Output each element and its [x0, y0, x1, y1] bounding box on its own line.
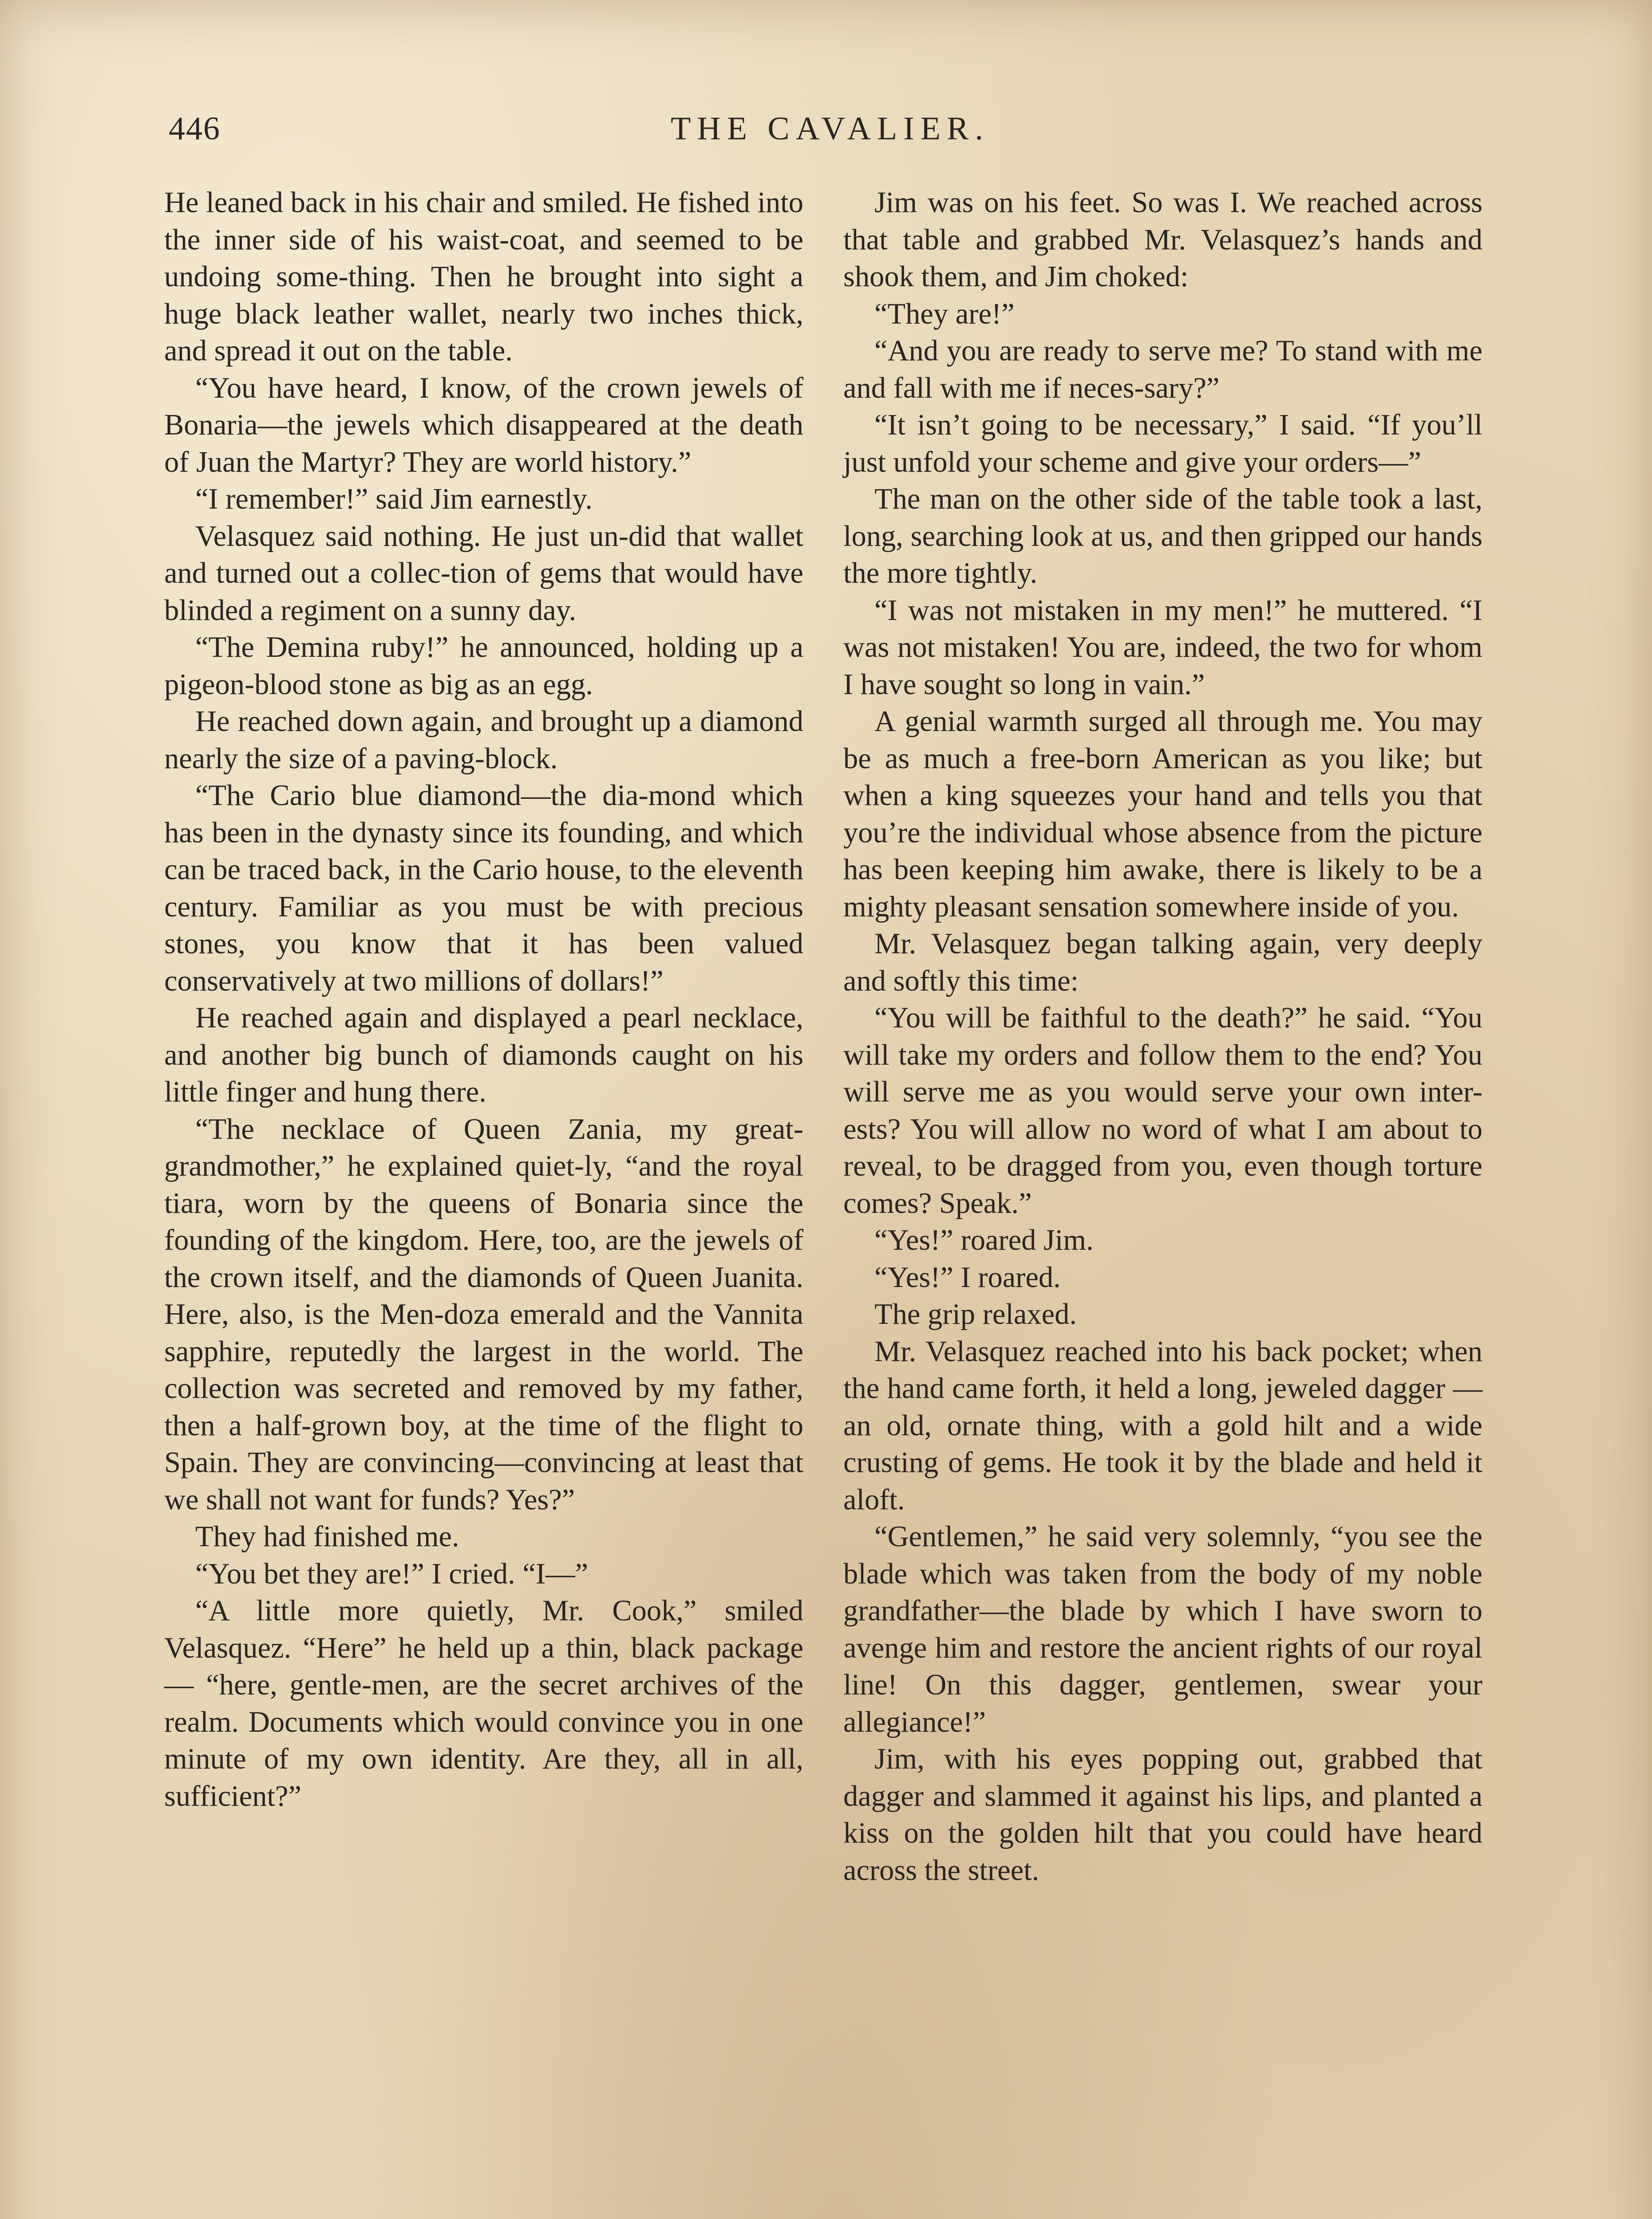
paragraph: “You have heard, I know, of the crown jewels of Bonaria—the jewels which disappeared at the death of Juan the Martyr? They are world history.”: [164, 371, 803, 478]
paragraph: “They are!”: [874, 297, 1015, 330]
paragraph: “I was not mistaken in my men!” he muttered. “I was not mistaken! You are, indeed, the two for whom I have sought so long in vain.”: [843, 594, 1482, 701]
paragraph: They had finished me.: [195, 1520, 459, 1553]
paragraph: “You will be faithful to the death?” he said. “You will take my orders and follow them to the end? You will serve me as you would serve your own inter-ests? You will allow no word of what I am about to reveal, to be dragged from you, even though torture comes? Speak.”: [843, 1002, 1482, 1220]
paragraph: Jim was on his feet. So was I. We reached across that table and grabbed Mr. Velasquez’s hands and shook them, and Jim choked:: [843, 186, 1482, 293]
paragraph: He reached again and displayed a pearl necklace, and another big bunch of diamonds caught on his little finger and hung there.: [164, 1002, 803, 1108]
paragraph: Jim, with his eyes popping out, grabbed that dagger and slammed it against his lips, and planted a kiss on the golden hilt that you could have heard across the street.: [843, 1743, 1482, 1887]
paragraph: Mr. Velasquez began talking again, very deeply and softly this time:: [843, 928, 1482, 997]
right-column: [843, 184, 1482, 1889]
paragraph: Mr. Velasquez reached into his back pocket; when the hand came forth, it held a long, jeweled dagger — an old, ornate thing, with a gold hilt and a wide crusting of gems. He took it by the blade and held it aloft.: [843, 1335, 1482, 1516]
paragraph: “Yes!” roared Jim.: [874, 1224, 1094, 1256]
page-number: 446: [169, 111, 221, 147]
paragraph: “You bet they are!” I cried. “I—”: [195, 1557, 589, 1590]
paragraph: A genial warmth surged all through me. You may be as much a free-born American as you like; but when a king squeezes your hand and tells you that you’re the individual whose absence from the picture has been keeping him awake, there is likely to be a mighty pleasant sensation somewhere inside of you.: [843, 705, 1482, 923]
left-column: [164, 184, 803, 1815]
paragraph: The grip relaxed.: [874, 1298, 1077, 1331]
paragraph: “Yes!” I roared.: [874, 1261, 1061, 1294]
paragraph: He leaned back in his chair and smiled. He fished into the inner side of his waist-coat, and seemed to be undoing some-thing. Then he brought into sight a huge black leather wallet, nearly two inches thick, and spread it out on the table.: [164, 186, 803, 367]
paragraph: “The Cario blue diamond—the dia-mond which has been in the dynasty since its founding, and which can be traced back, in the Cario house, to the eleventh century. Familiar as you must be with precious stones, you know that it has been valued conservatively at two millions of dollars!”: [164, 779, 803, 997]
paragraph: “A little more quietly, Mr. Cook,” smiled Velasquez. “Here” he held up a thin, black package — “here, gentle-men, are the secret archives of the realm. Documents which would convince you in one minute of my own identity. Are they, all in all, sufficient?”: [164, 1595, 803, 1812]
paragraph: “The Demina ruby!” he announced, holding up a pigeon-blood stone as big as an egg.: [164, 631, 803, 701]
paragraph: “It isn’t going to be necessary,” I said. “If you’ll just unfold your scheme and give your orders—”: [843, 409, 1482, 478]
running-title: THE CAVALIER.: [671, 111, 989, 147]
paragraph: “Gentlemen,” he said very solemnly, “you see the blade which was taken from the body of my noble grandfather—the blade by which I have sworn to avenge him and restore the ancient rights of our royal line! On this dagger, gentlemen, swear your allegiance!”: [843, 1520, 1482, 1738]
paragraph: Velasquez said nothing. He just un-did that wallet and turned out a collec-tion of gems that would have blinded a regiment on a sunny day.: [164, 520, 803, 627]
page-header: [169, 110, 1491, 159]
paragraph: He reached down again, and brought up a diamond nearly the size of a paving-block.: [164, 705, 803, 775]
paragraph: “I remember!” said Jim earnestly.: [195, 483, 593, 515]
paragraph: The man on the other side of the table took a last, long, searching look at us, and then gripped our hands the more tightly.: [843, 483, 1482, 589]
paragraph: “The necklace of Queen Zania, my great-grandmother,” he explained quiet-ly, “and the royal tiara, worn by the queens of Bonaria since the founding of the kingdom. Here, too, are the jewels of the crown itself, and the diamonds of Queen Juanita. Here, also, is the Men-doza emerald and the Vannita sapphire, reputedly the largest in the world. The collection was secreted and removed by my father, then a half-grown boy, at the time of the flight to Spain. They are convincing—convincing at least that we shall not want for funds? Yes?”: [164, 1113, 803, 1516]
paragraph: “And you are ready to serve me? To stand with me and fall with me if neces-sary?”: [843, 335, 1482, 404]
